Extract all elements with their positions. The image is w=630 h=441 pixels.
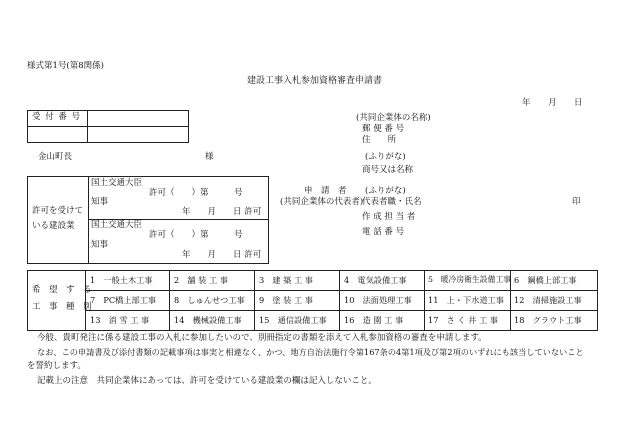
permit-authority: 国土交通大臣: [91, 178, 143, 188]
jv-name-label: (共同企業体の名称): [356, 113, 431, 123]
declaration-paragraph-2a: なお、この申請書及び添付書類の記載事項は事実と相違なく、かつ、地方自治法施行令第167条の4第1項及び第2項のいずれにも該当していないこと: [37, 347, 584, 357]
phone-number-label: 電 話 番 号: [362, 227, 405, 237]
permit-authority: 国土交通大臣: [91, 220, 143, 230]
declaration-paragraph-1: 今般、貴町発注に係る建設工事の入札に参加したいので、別冊指定の書類を添えて入札参加資格の審査を申請します。: [37, 333, 487, 343]
furigana-label-2: (ふりがな): [365, 186, 406, 196]
work-type-cell[interactable]: 2 舗 装 工 事: [174, 275, 228, 285]
work-type-cell[interactable]: 16 造 園 工 事: [344, 315, 404, 325]
reception-number-box: [27, 110, 189, 143]
work-type-cell[interactable]: 11 上・下水道工事: [428, 295, 504, 305]
applicant-label: 申 請 者: [304, 186, 347, 196]
permit-table: [27, 176, 269, 264]
work-type-cell[interactable]: 4 電気設備工事: [344, 275, 407, 285]
jv-representative-label: (共同企業体の代表者): [280, 197, 364, 207]
work-type-cell[interactable]: 1 一般土木工事: [90, 275, 153, 285]
contact-person-label: 作 成 担 当 者: [362, 212, 416, 222]
work-type-cell[interactable]: 8 しゅんせつ工事: [174, 295, 245, 305]
permit-number: 許可（ ）第 号: [149, 230, 243, 240]
permit-label-line2: いる建設業: [32, 221, 75, 231]
date-year: 年: [522, 98, 531, 108]
seal-mark: 印: [572, 197, 581, 207]
work-type-cell[interactable]: 6 鋼橋上部工事: [514, 275, 577, 285]
representative-label: 代表者職・氏名: [362, 197, 422, 207]
permit-label-line1: 許可を受けて: [32, 206, 84, 216]
work-type-cell[interactable]: 7 PC橋上部工事: [90, 295, 157, 305]
permit-governor: 知事: [91, 240, 109, 250]
reception-number-label: 受 付 番 号: [32, 112, 82, 122]
address-label: 住 所: [362, 135, 397, 145]
declaration-paragraph-2b: を誓約します。: [27, 361, 86, 371]
furigana-label-1: (ふりがな): [365, 152, 406, 162]
addressee-town: 金山町長: [38, 152, 73, 162]
work-type-cell[interactable]: 14 機械設備工事: [174, 315, 242, 325]
trade-name-label: 商号又は名称: [362, 165, 414, 175]
permit-date: 年 月 日 許可: [182, 250, 262, 260]
work-type-cell[interactable]: 12 清掃施設工事: [514, 295, 582, 305]
desired-work-table: [27, 270, 598, 331]
work-type-cell[interactable]: 9 塗 装 工 事: [259, 295, 313, 305]
desired-label-line2: 工 事 種 別: [32, 302, 92, 312]
permit-date: 年 月 日 許可: [182, 207, 262, 217]
date-day: 日: [574, 98, 583, 108]
page-title: 建設工事入札参加資格審査申請書: [247, 76, 383, 86]
form-number: 様式第1号(第8関係): [27, 61, 104, 71]
entry-note: 記載上の注意 共同企業体にあっては、許可を受けている建設業の欄は記入しないこと。: [37, 376, 377, 386]
work-type-cell[interactable]: 17 さ く 井 工 事: [428, 315, 498, 325]
permit-number: 許可（ ）第 号: [149, 188, 243, 198]
desired-label-line1: 希 望 す る: [32, 285, 92, 295]
work-type-cell[interactable]: 5 暖冷房衛生設備工事: [428, 275, 511, 284]
work-type-cell[interactable]: 3 建 築 工 事: [259, 275, 313, 285]
work-type-cell[interactable]: 18 グラウト工事: [514, 315, 582, 325]
permit-governor: 知事: [91, 197, 109, 207]
postal-code-label: 郵 便 番 号: [362, 124, 405, 134]
date-month: 月: [548, 98, 557, 108]
work-type-cell[interactable]: 13 消 雪 工 事: [90, 315, 150, 325]
work-type-cell[interactable]: 10 法面処理工事: [344, 295, 412, 305]
work-type-cell[interactable]: 15 通信設備工事: [259, 315, 327, 325]
addressee-honorific: 様: [205, 152, 214, 162]
